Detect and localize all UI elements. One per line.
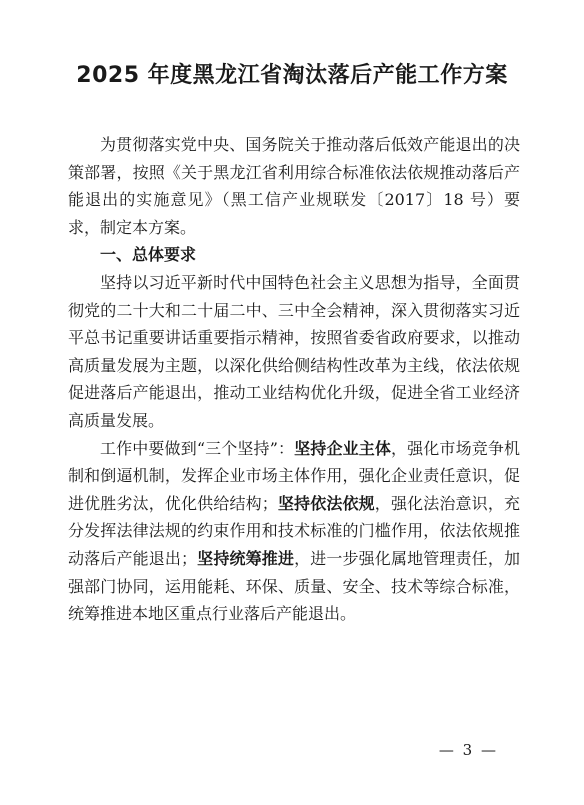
page-number: — 3 — <box>438 741 498 759</box>
document-title: 2025 年度黑龙江省淘汰落后产能工作方案 <box>76 63 508 88</box>
point2-bold: 坚持依法依规 <box>277 493 375 513</box>
point2-text: ，强化法治意识，充分发挥法律法规的约束作用和技术标准的门槛作用，依法依规推动落后产能退出； <box>68 493 520 568</box>
general-requirements-paragraph: 坚持以习近平新时代中国特色社会主义思想为指导，全面贯彻党的二十大和二十届二中、三中全会精神，深入贯彻落实习近平总书记重要讲话重要指示精神，按照省委省政府要求，以推动高质量发展为主题，以深化供给侧结构性改革为主线，依法依规促进落后产能退出，推动工业结构优化升级，促进全省工业经济高质量发展。 <box>68 272 520 430</box>
three-persistences-paragraph <box>68 435 520 628</box>
point1-text: ，强化市场竞争机制和倒逼机制，发挥企业市场主体作用，强化企业责任意识，促进优胜劣汰，优化供给结构； <box>68 438 520 513</box>
point3-bold: 坚持统筹推进 <box>197 548 295 568</box>
section-heading-general-requirements: 一、总体要求 <box>100 245 197 265</box>
point3-text: ，进一步强化属地管理责任，加强部门协同，运用能耗、环保、质量、安全、技术等综合标准，统筹推进本地区重点行业落后产能退出。 <box>68 548 520 624</box>
intro-paragraph: 为贯彻落实党中央、国务院关于推动落后低效产能退出的决策部署，按照《关于黑龙江省利用综合标准依法依规推动落后产能退出的实施意见》（黑工信产业规联发〔2017〕18 号）要求，制定本方案。 <box>68 135 520 237</box>
point1-bold: 坚持企业主体 <box>294 438 392 458</box>
three-persistences-lead: 工作中要做到“三个坚持”： <box>100 438 295 458</box>
document-body <box>68 131 520 628</box>
